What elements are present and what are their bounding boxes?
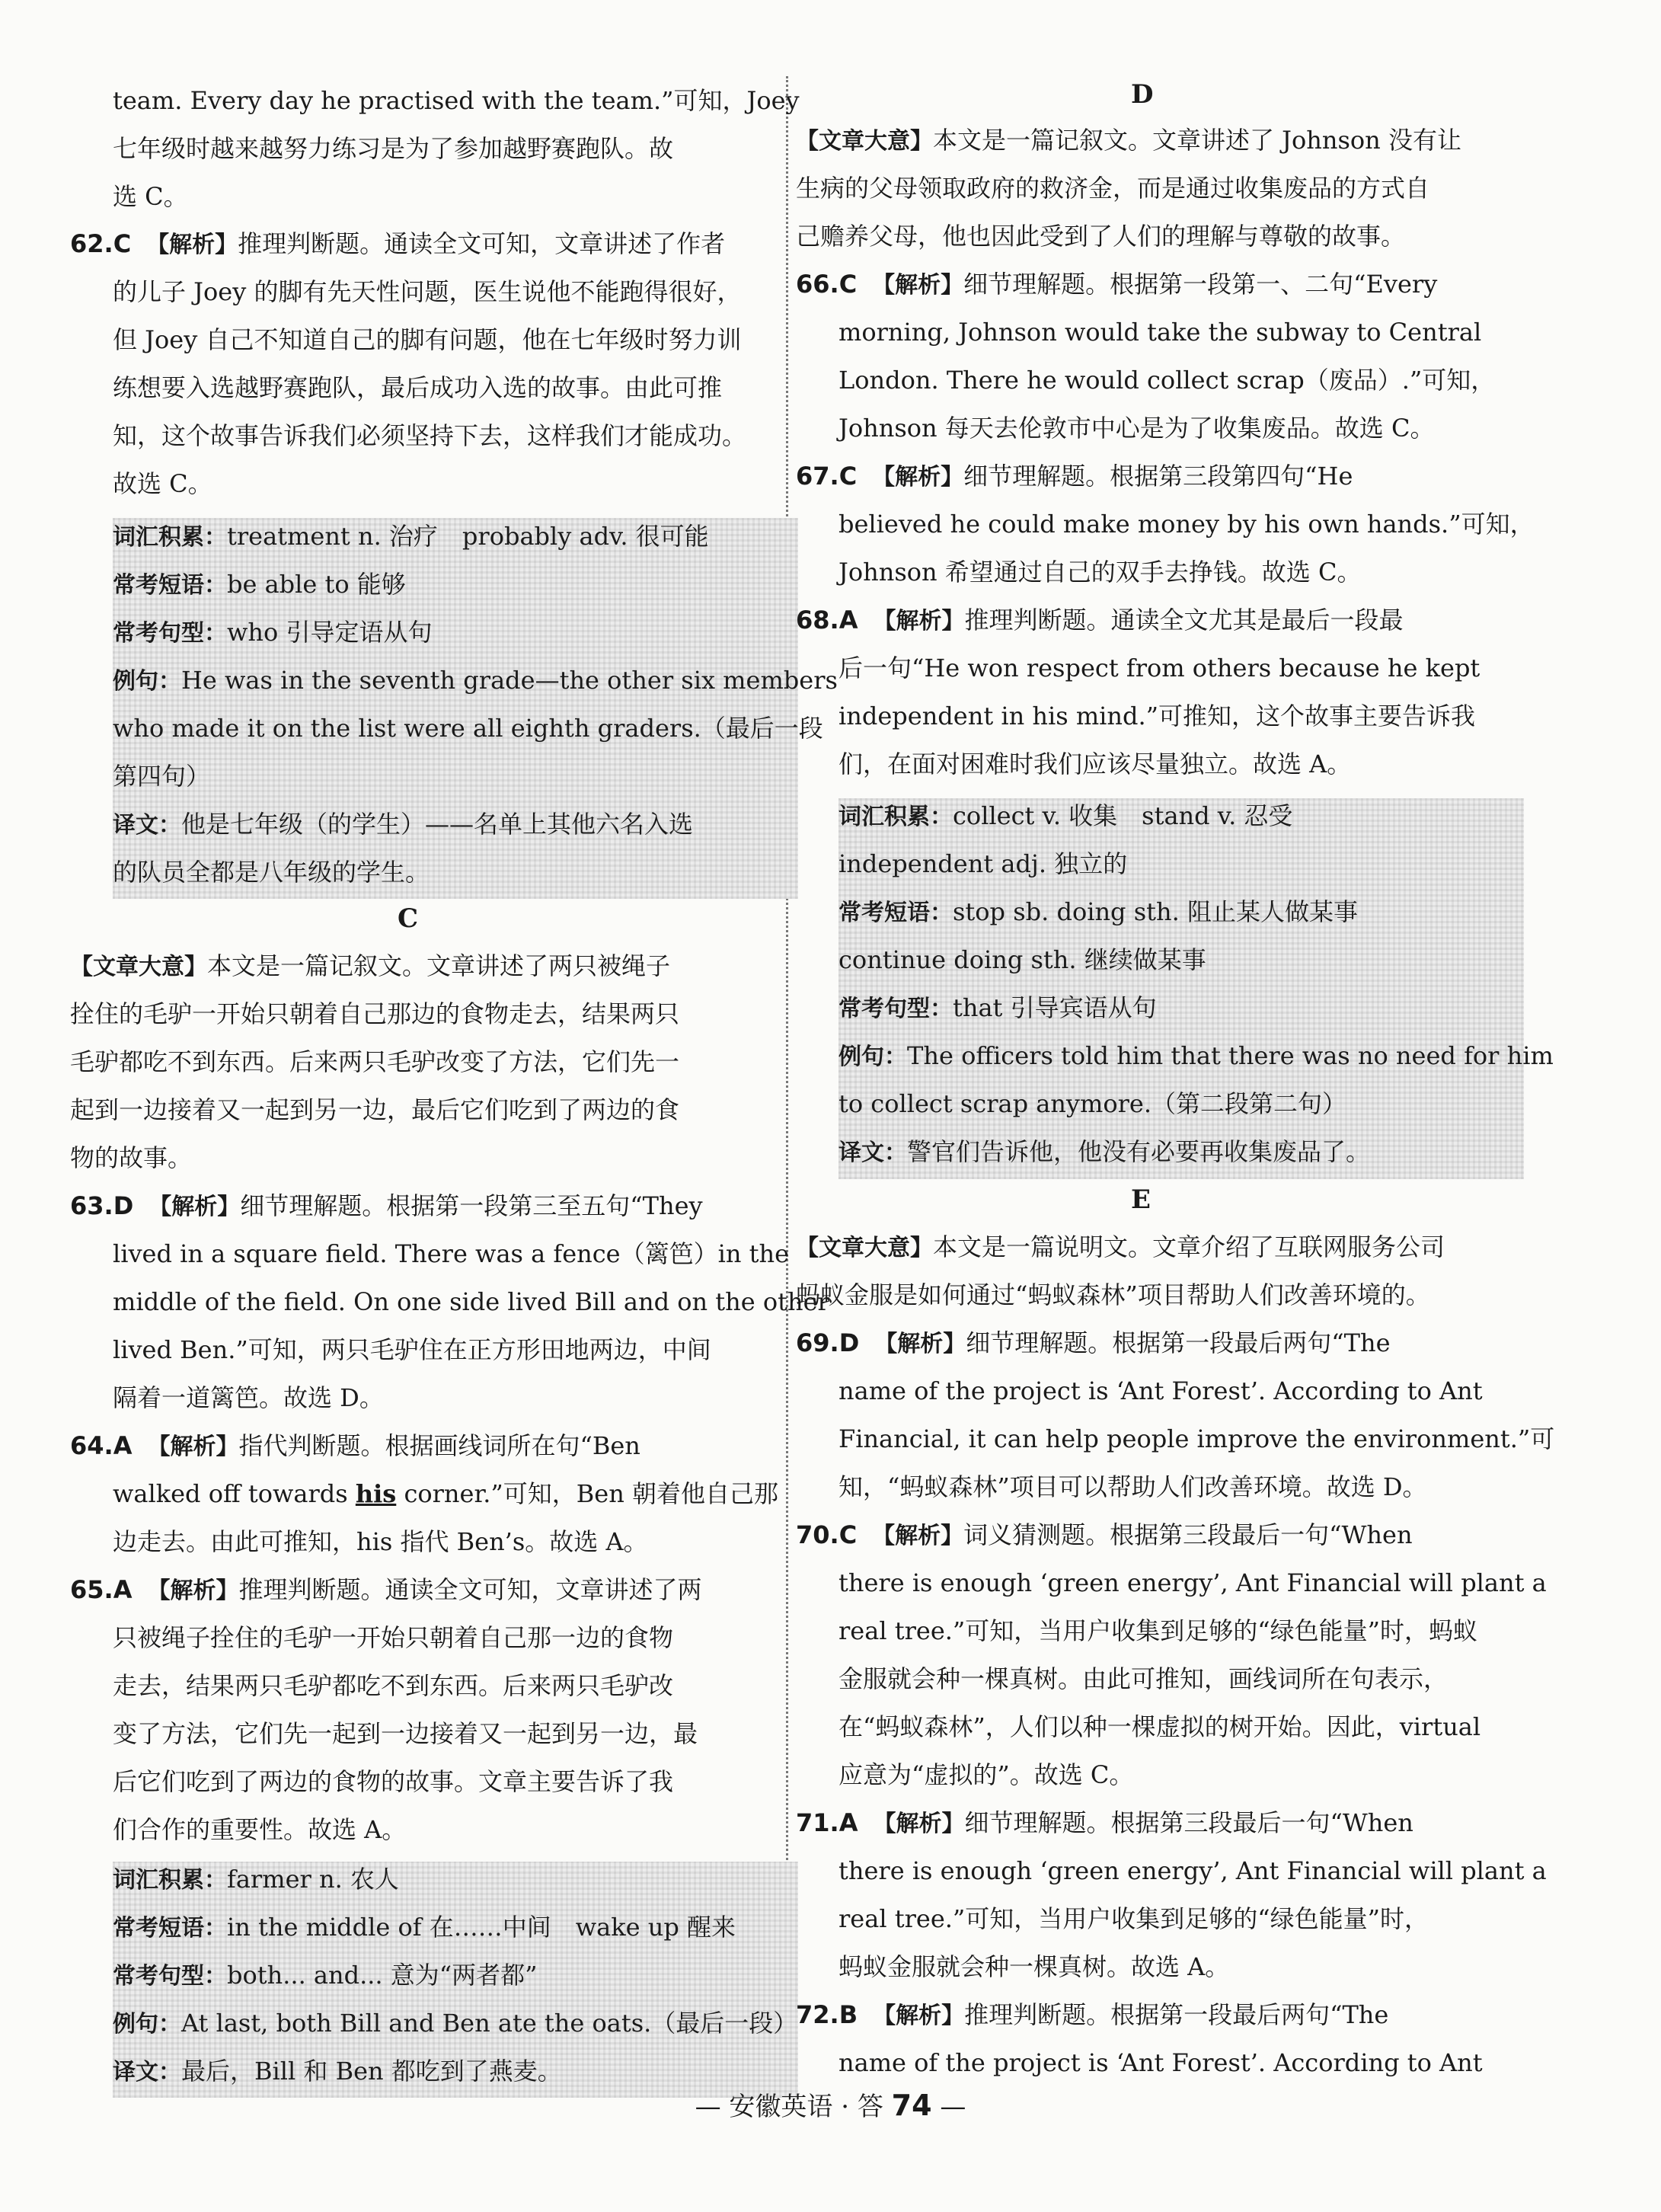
vocab-row [113, 1864, 399, 1896]
label: 词汇积累： [838, 804, 953, 830]
text-line: 毛驴都吃不到东西。后来两只毛驴改变了方法，它们先一 [70, 1047, 680, 1076]
text-line: 应意为“虚拟的”。故选 C。 [838, 1760, 1134, 1789]
question-62 [70, 229, 725, 261]
text-line: 故选 C。 [113, 469, 212, 498]
question-number: 72.B [796, 2000, 858, 2029]
analysis-tag: 【解析】 [874, 1331, 966, 1357]
text-line: name of the project is ‘Ant Forest’. According to Ant [838, 1376, 1483, 1405]
label: 常考短语： [838, 900, 953, 926]
text: 本文是一篇说明文。文章介绍了互联网服务公司 [933, 1232, 1445, 1261]
question-68 [796, 605, 1403, 637]
text: 细节理解题。根据第三段最后一句“When [964, 1808, 1413, 1837]
footer-title: 安徽英语 · 答 [729, 2092, 883, 2122]
text: both... and... 意为“两者都” [227, 1961, 538, 1990]
section-heading-e: E [1131, 1184, 1151, 1215]
text-line: 们合作的重要性。故选 A。 [113, 1815, 407, 1844]
text-line: independent adj. 独立的 [838, 849, 1128, 878]
text-line: 蚂蚁金服就会种一棵真树。故选 A。 [838, 1952, 1230, 1981]
question-72 [796, 1999, 1388, 2031]
question-number: 69.D [796, 1328, 860, 1357]
question-number: 70.C [796, 1520, 858, 1549]
question-number: 63.D [70, 1191, 134, 1220]
text: 细节理解题。根据第一段第三至五句“They [240, 1191, 703, 1220]
text-line: 知，这个故事告诉我们必须坚持下去，这样我们才能成功。 [113, 421, 747, 450]
label: 例句： [113, 668, 181, 695]
label: 例句： [838, 1044, 907, 1070]
text: 本文是一篇记叙文。文章讲述了 Johnson 没有让 [933, 126, 1461, 155]
label: 常考短语： [113, 572, 227, 599]
text-line: 物的故事。 [70, 1143, 193, 1172]
question-66 [796, 269, 1437, 301]
translation-row [113, 809, 693, 841]
analysis-tag: 【解析】 [873, 608, 965, 635]
vocab-row [113, 521, 709, 553]
text-line: 金服就会种一棵真树。由此可推知，画线词所在句表示， [838, 1664, 1449, 1693]
text-line: 生病的父母领取政府的救济金，而是通过收集废品的方式自 [796, 174, 1430, 203]
text: 推理判断题。通读全文可知，文章讲述了作者 [238, 229, 726, 258]
phrase-row [838, 897, 1358, 929]
text-line: London. There he would collect scrap（废品）.”可知， [838, 366, 1496, 395]
summary-tag: 【文章大意】 [796, 1235, 933, 1261]
passage-summary-c [70, 951, 670, 983]
text-line: 的队员全都是八年级的学生。 [113, 858, 430, 887]
text-line: 知，“蚂蚁森林”项目可以帮助人们改善环境。故选 D。 [838, 1472, 1427, 1501]
translation-row [838, 1136, 1370, 1168]
text: collect v. 收集 stand v. 忍受 [953, 801, 1293, 830]
page-footer [0, 2086, 1661, 2123]
phrase-row [113, 569, 406, 601]
text-line: 但 Joey 自己不知道自己的脚有问题，他在七年级时努力训 [113, 325, 742, 354]
analysis-tag: 【解析】 [872, 272, 964, 299]
text: 最后，Bill 和 Ben 都吃到了燕麦。 [181, 2057, 562, 2086]
text-line: believed he could make money by his own hands.”可知， [838, 510, 1535, 539]
label: 常考短语： [113, 1915, 227, 1942]
passage-summary-d [796, 125, 1461, 157]
text-line: 的儿子 Joey 的脚有先天性问题，医生说他不能跑得很好， [113, 277, 742, 306]
question-number: 62.C [70, 229, 132, 258]
text-line: continue doing sth. 继续做某事 [838, 945, 1206, 974]
text-line: to collect scrap anymore.（第二段第二句） [838, 1089, 1347, 1118]
question-67 [796, 461, 1353, 493]
question-number: 68.A [796, 606, 858, 635]
text-line: 只被绳子拴住的毛驴一开始只朝着自己那一边的食物 [113, 1623, 674, 1652]
pattern-row [113, 617, 432, 649]
text-line: 己赡养父母，他也因此受到了人们的理解与尊敬的故事。 [796, 222, 1406, 251]
text: farmer n. 农人 [227, 1865, 399, 1894]
text-line: 蚂蚁金服是如何通过“蚂蚁森林”项目帮助人们改善环境的。 [796, 1280, 1430, 1309]
text-line: 隔着一道篱笆。故选 D。 [113, 1383, 384, 1412]
text-line: 在“蚂蚁森林”，人们以种一棵虚拟的树开始。因此，virtual [838, 1712, 1481, 1741]
label: 常考句型： [113, 1963, 227, 1990]
footer-dash: — [695, 2092, 721, 2122]
text: At last, both Bill and Ben ate the oats.（最后一段） [181, 2009, 798, 2038]
question-number: 71.A [796, 1808, 858, 1837]
text-line: real tree.”可知，当用户收集到足够的“绿色能量”时， [838, 1904, 1429, 1933]
text-line: independent in his mind.”可推知，这个故事主要告诉我 [838, 702, 1476, 730]
text: 他是七年级（的学生）——名单上其他六名入选 [181, 810, 694, 839]
example-row [113, 2008, 797, 2040]
text: The officers told him that there was no need for him [907, 1041, 1554, 1070]
label: 词汇积累： [113, 1867, 227, 1894]
label: 例句： [113, 2011, 181, 2038]
text-line: who made it on the list were all eighth graders.（最后一段 [113, 714, 823, 743]
example-row [113, 665, 838, 697]
text-line: real tree.”可知，当用户收集到足够的“绿色能量”时，蚂蚁 [838, 1616, 1478, 1645]
example-row [838, 1040, 1554, 1072]
text: He was in the seventh grade—the other six members [181, 666, 838, 695]
passage-summary-e [796, 1232, 1445, 1264]
question-63 [70, 1191, 703, 1223]
text-line: 练想要入选越野赛跑队，最后成功入选的故事。由此可推 [113, 373, 723, 402]
text: treatment n. 治疗 probably adv. 很可能 [227, 522, 709, 551]
question-number: 66.C [796, 270, 858, 299]
section-heading-d: D [1131, 79, 1154, 110]
column-divider [786, 76, 788, 2079]
text-line: name of the project is ‘Ant Forest’. According to Ant [838, 2048, 1483, 2077]
text-line: 第四句） [113, 762, 211, 791]
text: 推理判断题。通读全文尤其是最后一段最 [964, 606, 1404, 635]
question-number: 65.A [70, 1575, 133, 1604]
analysis-tag: 【解析】 [873, 2003, 965, 2029]
question-69 [796, 1328, 1391, 1360]
text: 指代判断题。根据画线词所在句“Ben [238, 1431, 640, 1460]
question-65 [70, 1574, 701, 1606]
label: 词汇积累： [113, 524, 227, 551]
pattern-row [113, 1960, 538, 1992]
text: be able to 能够 [227, 570, 406, 599]
text: 词义猜测题。根据第三段最后一句“When [963, 1520, 1413, 1549]
text: who 引导定语从句 [227, 618, 433, 647]
analysis-tag: 【解析】 [872, 464, 964, 491]
analysis-tag: 【解析】 [873, 1811, 965, 1837]
summary-tag: 【文章大意】 [796, 128, 933, 155]
text-line: Financial, it can help people improve the environment.”可 [838, 1424, 1555, 1453]
text-line: 后一句“He won respect from others because he kept [838, 654, 1481, 682]
text: in the middle of 在……中间 wake up 醒来 [227, 1913, 736, 1942]
text: 本文是一篇记叙文。文章讲述了两只被绳子 [207, 951, 671, 980]
label: 常考句型： [113, 620, 227, 647]
text-line: there is enough ‘green energy’, Ant Financial will plant a [838, 1856, 1547, 1885]
text-line: middle of the field. On one side lived Bill and on the other [113, 1287, 829, 1316]
text: 警官们告诉他，他没有必要再收集废品了。 [907, 1137, 1371, 1166]
question-71 [796, 1808, 1413, 1840]
text: walked off towards [113, 1479, 356, 1508]
question-64 [70, 1430, 640, 1462]
analysis-tag: 【解析】 [147, 1577, 239, 1604]
text-line: 走去，结果两只毛驴都吃不到东西。后来两只毛驴改 [113, 1671, 674, 1700]
text-line: lived in a square field. There was a fence（篱笆）in the [113, 1239, 790, 1268]
pattern-row [838, 993, 1157, 1024]
analysis-tag: 【解析】 [872, 1523, 964, 1549]
text-line [113, 1478, 778, 1509]
text: 细节理解题。根据第一段第一、二句“Every [963, 270, 1438, 299]
text: 细节理解题。根据第一段最后两句“The [966, 1328, 1391, 1357]
label: 译文： [113, 2059, 181, 2086]
text-line: Johnson 希望通过自己的双手去挣钱。故选 C。 [838, 558, 1362, 587]
text-line: 后它们吃到了两边的食物的故事。文章主要告诉了我 [113, 1767, 674, 1796]
text-line: 七年级时越来越努力练习是为了参加越野赛跑队。故 [113, 134, 674, 163]
phrase-row [113, 1912, 736, 1944]
translation-row [113, 2056, 562, 2088]
analysis-tag: 【解析】 [146, 232, 238, 258]
label: 常考句型： [838, 996, 953, 1022]
question-number: 67.C [796, 462, 858, 491]
label: 译文： [838, 1140, 907, 1166]
analysis-tag: 【解析】 [147, 1434, 239, 1460]
text: corner.”可知，Ben 朝着他自己那 [396, 1479, 779, 1508]
text: 推理判断题。根据第一段最后两句“The [964, 2000, 1389, 2029]
text: 推理判断题。通读全文可知，文章讲述了两 [238, 1575, 702, 1604]
text-line: 变了方法，它们先一起到一边接着又一起到另一边，最 [113, 1719, 698, 1748]
text: stop sb. doing sth. 阻止某人做某事 [953, 897, 1358, 926]
text-line: 拴住的毛驴一开始只朝着自己那边的食物走去，结果两只 [70, 999, 680, 1028]
text-line: 们，在面对困难时我们应该尽量独立。故选 A。 [838, 750, 1352, 778]
text-line: lived Ben.”可知，两只毛驴住在正方形田地两边，中间 [113, 1335, 711, 1364]
text-line: morning, Johnson would take the subway to Central [838, 318, 1482, 347]
text-line: 起到一边接着又一起到另一边，最后它们吃到了两边的食 [70, 1095, 680, 1124]
text-line: 选 C。 [113, 182, 188, 211]
analysis-tag: 【解析】 [149, 1194, 241, 1220]
question-number: 64.A [70, 1431, 133, 1460]
underlined-word: his [355, 1479, 397, 1508]
text-line: there is enough ‘green energy’, Ant Financial will plant a [838, 1568, 1547, 1597]
footer-dash: — [940, 2092, 966, 2122]
section-heading-c: C [398, 903, 419, 934]
summary-tag: 【文章大意】 [70, 954, 207, 980]
vocab-row [838, 801, 1292, 833]
text-line: Johnson 每天去伦敦市中心是为了收集废品。故选 C。 [838, 414, 1435, 443]
text: that 引导宾语从句 [953, 993, 1157, 1022]
question-70 [796, 1520, 1413, 1552]
label: 译文： [113, 812, 181, 839]
text-line: 边走去。由此可推知，his 指代 Ben’s。故选 A。 [113, 1527, 648, 1556]
text-line: team. Every day he practised with the team.”可知，Joey [113, 86, 800, 115]
page-number: 74 [891, 2089, 932, 2122]
text: 细节理解题。根据第三段第四句“He [963, 462, 1353, 491]
